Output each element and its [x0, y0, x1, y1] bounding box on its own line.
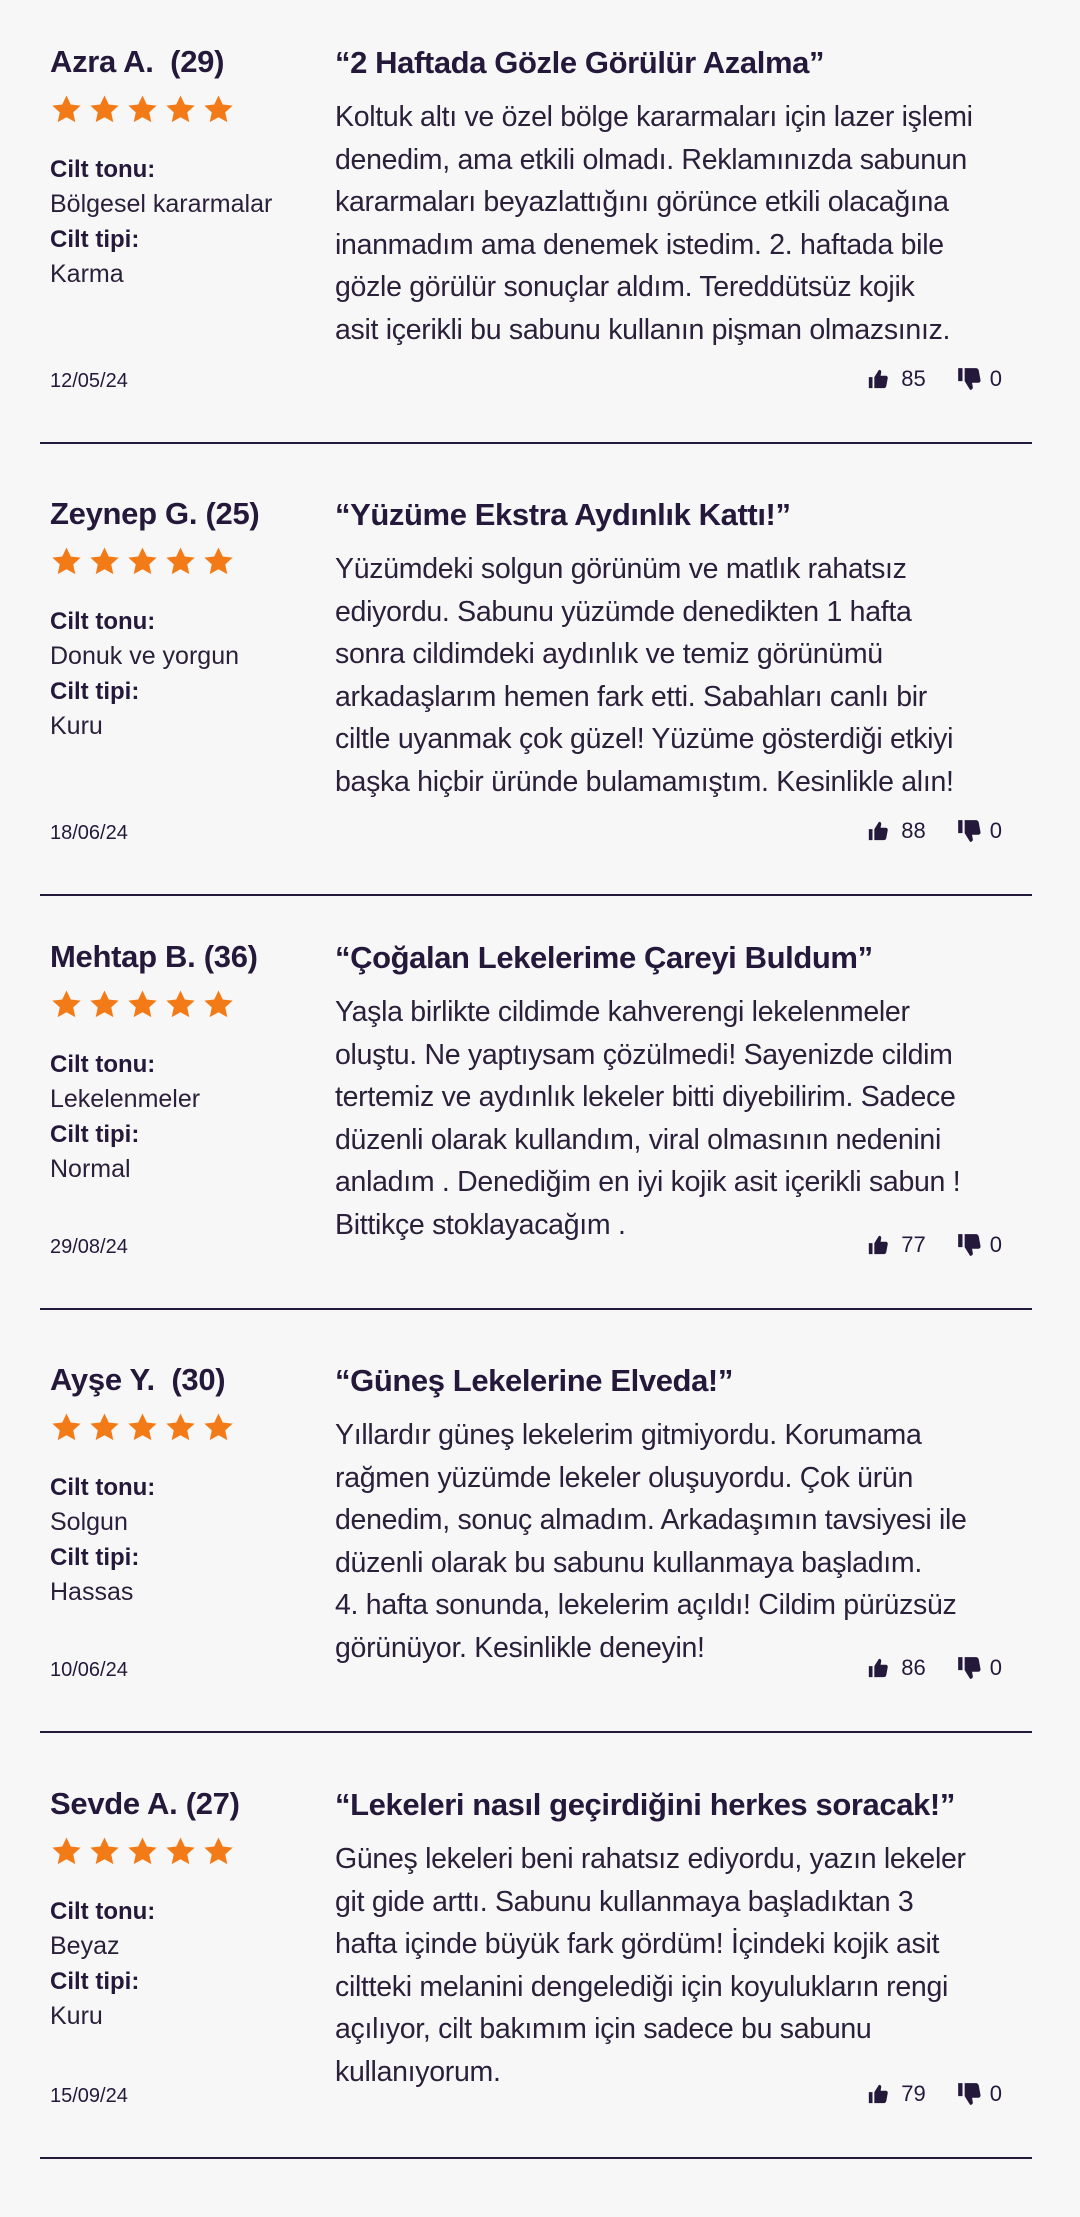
not-helpful-count: 0	[989, 2081, 1002, 2106]
review-body-line: asit içerikli bu sabunu kullanın pişman olmazsınız.	[335, 313, 951, 346]
review-body	[335, 1414, 1035, 1669]
review-body-line: görünüyor. Kesinlikle deneyin!	[335, 1631, 705, 1664]
review-body-line: düzenli olarak bu sabunu kullanmaya başladım.	[335, 1546, 922, 1579]
thumbs-up-icon[interactable]	[867, 368, 889, 390]
not-helpful-count: 0	[989, 1232, 1002, 1257]
skin-type-label: Cilt tipi:	[50, 1544, 140, 1571]
not-helpful-count: 0	[989, 1655, 1002, 1680]
not-helpful-button[interactable]	[956, 1655, 1002, 1681]
review-body-line: gözle görülür sonuçlar aldım. Tereddütsüz kojik	[335, 271, 915, 303]
review-body-line: kararmaları beyazlattığını görünce etkili olacağına	[335, 186, 949, 218]
skin-type-label: Cilt tipi:	[50, 226, 140, 253]
review-body-line: Yıllardır güneş lekelerim gitmiyordu. Korumama	[335, 1419, 922, 1451]
reviewer-name: Sevde A. (27)	[50, 1786, 240, 1821]
skin-type-label: Cilt tipi:	[50, 1121, 140, 1148]
star-icon	[126, 988, 159, 1021]
star-rating	[50, 545, 235, 578]
review-body-line: Koltuk altı ve özel bölge kararmaları için lazer işlemi	[335, 101, 973, 133]
review-body-line: ciltteki melanini dengelediği için koyulukların rengi	[335, 1970, 949, 2003]
review-body-line: başka hiçbir üründe bulamamıştım. Kesinlikle alın!	[335, 765, 954, 798]
star-icon	[50, 93, 83, 126]
reviewer-name: Ayşe Y. (30)	[50, 1362, 226, 1397]
star-icon	[202, 93, 235, 126]
review-body-line: hafta içinde büyük fark gördüm! İçindeki kojik asit	[335, 1928, 940, 1960]
review-body-line: 4. hafta sonunda, lekelerim açıldı! Cildim pürüzsüz	[335, 1589, 957, 1621]
review-body	[335, 991, 1035, 1246]
skin-tone-label: Cilt tonu:	[50, 1898, 156, 1925]
review-votes	[867, 1655, 1002, 1681]
skin-tone-value: Lekelenmeler	[50, 1085, 201, 1113]
not-helpful-button[interactable]	[956, 818, 1002, 844]
review-title: “Yüzüme Ekstra Aydınlık Kattı!”	[335, 497, 791, 532]
review-date: 18/06/24	[50, 822, 128, 844]
skin-tone-label: Cilt tonu:	[50, 1051, 156, 1078]
skin-type-value: Normal	[50, 1155, 131, 1183]
star-icon	[50, 988, 83, 1021]
star-icon	[50, 545, 83, 578]
star-icon	[50, 1411, 83, 1444]
not-helpful-button[interactable]	[956, 2081, 1002, 2107]
star-icon	[202, 1835, 235, 1868]
not-helpful-button[interactable]	[956, 366, 1002, 392]
review-votes	[867, 366, 1002, 392]
review-card	[40, 1742, 1032, 2159]
review-date: 29/08/24	[50, 1236, 128, 1258]
star-icon	[164, 1835, 197, 1868]
helpful-button[interactable]	[867, 2081, 925, 2107]
star-icon	[88, 1411, 121, 1444]
review-votes	[867, 818, 1002, 844]
star-icon	[126, 545, 159, 578]
thumbs-down-icon[interactable]	[956, 2081, 982, 2107]
skin-type-label: Cilt tipi:	[50, 1968, 140, 1995]
review-body-line: denedim, sonuç almadım. Arkadaşımın tavsiyesi ile	[335, 1504, 967, 1536]
helpful-button[interactable]	[867, 1232, 925, 1258]
skin-tone-label: Cilt tonu:	[50, 608, 156, 635]
review-body-line: Güneş lekeleri beni rahatsız ediyordu, yazın lekeler	[335, 1843, 966, 1875]
helpful-button[interactable]	[867, 1655, 925, 1681]
helpful-count: 88	[901, 818, 926, 843]
not-helpful-count: 0	[989, 366, 1002, 391]
review-body-line: tertemiz ve aydınlık lekeler bitti diyebilirim. Sadece	[335, 1081, 956, 1113]
review-title: “Lekeleri nasıl geçirdiğini herkes soracak!”	[335, 1787, 955, 1822]
review-card	[40, 0, 1032, 444]
review-body	[335, 96, 1035, 351]
skin-type-value: Kuru	[50, 712, 103, 740]
star-icon	[202, 988, 235, 1021]
skin-tone-label: Cilt tonu:	[50, 1474, 156, 1501]
skin-type-value: Hassas	[50, 1578, 134, 1606]
star-icon	[88, 93, 121, 126]
skin-tone-label: Cilt tonu:	[50, 156, 156, 183]
review-date: 12/05/24	[50, 370, 128, 392]
review-card	[40, 895, 1032, 1310]
thumbs-up-icon[interactable]	[867, 2083, 889, 2105]
star-icon	[202, 1411, 235, 1444]
review-votes	[867, 1232, 1002, 1258]
review-body-line: Bittikçe stoklayacağım .	[335, 1208, 626, 1241]
review-title: “2 Haftada Gözle Görülür Azalma”	[335, 45, 825, 80]
star-icon	[126, 93, 159, 126]
star-icon	[164, 1411, 197, 1444]
review-card	[40, 452, 1032, 896]
review-votes	[867, 2081, 1002, 2107]
not-helpful-button[interactable]	[956, 1232, 1002, 1258]
reviewer-name: Zeynep G. (25)	[50, 496, 260, 531]
skin-type-value: Kuru	[50, 2002, 103, 2030]
star-icon	[126, 1835, 159, 1868]
review-body-line: anladım . Denediğim en iyi kojik asit içerikli sabun !	[335, 1166, 961, 1198]
review-body-line: oluştu. Ne yaptıysam çözülmedi! Sayenizde cildim	[335, 1038, 953, 1071]
thumbs-down-icon[interactable]	[956, 1655, 982, 1681]
review-body-line: kullanıyorum.	[335, 2055, 501, 2088]
not-helpful-count: 0	[989, 818, 1002, 843]
review-body-line: inanmadım ama denemek istedim. 2. haftada bile	[335, 228, 944, 261]
review-body-line: Yüzümdeki solgun görünüm ve matlık rahatsız	[335, 553, 907, 585]
thumbs-up-icon[interactable]	[867, 820, 889, 842]
review-body-line: git gide arttı. Sabunu kullanmaya başladıktan 3	[335, 1885, 914, 1918]
star-icon	[50, 1835, 83, 1868]
star-rating	[50, 1411, 235, 1444]
review-body-line: rağmen yüzümde lekeler oluşuyordu. Çok ürün	[335, 1461, 913, 1494]
review-body	[335, 548, 1035, 803]
star-rating	[50, 988, 235, 1021]
reviewer-name: Mehtap B. (36)	[50, 939, 258, 974]
star-icon	[164, 93, 197, 126]
review-body-line: düzenli olarak kullandım, viral olmasının nedenini	[335, 1123, 942, 1156]
star-rating	[50, 93, 235, 126]
review-date: 10/06/24	[50, 1659, 128, 1681]
star-rating	[50, 1835, 235, 1868]
helpful-count: 77	[901, 1232, 926, 1257]
helpful-button[interactable]	[867, 366, 925, 392]
skin-type-value: Karma	[50, 260, 124, 288]
thumbs-down-icon[interactable]	[956, 1232, 982, 1258]
thumbs-down-icon[interactable]	[956, 818, 982, 844]
review-body-line: açılıyor, cilt bakımım için sadece bu sabunu	[335, 2013, 872, 2045]
helpful-count: 79	[901, 2081, 926, 2106]
star-icon	[126, 1411, 159, 1444]
star-icon	[88, 545, 121, 578]
skin-tone-value: Solgun	[50, 1508, 128, 1536]
star-icon	[164, 545, 197, 578]
review-body	[335, 1838, 1035, 2093]
star-icon	[202, 545, 235, 578]
review-body-line: sonra cildimdeki aydınlık ve temiz görünümü	[335, 638, 883, 670]
helpful-count: 85	[901, 366, 926, 391]
helpful-button[interactable]	[867, 818, 925, 844]
skin-tone-value: Bölgesel kararmalar	[50, 190, 273, 218]
star-icon	[88, 1835, 121, 1868]
skin-tone-value: Donuk ve yorgun	[50, 642, 240, 670]
review-body-line: arkadaşlarım hemen fark etti. Sabahları canlı bir	[335, 680, 927, 713]
review-body-line: denedim, ama etkili olmadı. Reklamınızda sabunun	[335, 143, 967, 176]
review-title: “Çoğalan Lekelerime Çareyi Buldum”	[335, 940, 873, 975]
review-body-line: Yaşla birlikte cildimde kahverengi lekelenmeler	[335, 996, 910, 1028]
star-icon	[88, 988, 121, 1021]
thumbs-up-icon[interactable]	[867, 1657, 889, 1679]
skin-tone-value: Beyaz	[50, 1932, 120, 1960]
thumbs-up-icon[interactable]	[867, 1234, 889, 1256]
helpful-count: 86	[901, 1655, 926, 1680]
review-card	[40, 1318, 1032, 1733]
skin-type-label: Cilt tipi:	[50, 678, 140, 705]
review-title: “Güneş Lekelerine Elveda!”	[335, 1363, 733, 1398]
thumbs-down-icon[interactable]	[956, 366, 982, 392]
reviewer-name: Azra A. (29)	[50, 44, 225, 79]
review-body-line: ediyordu. Sabunu yüzümde denedikten 1 hafta	[335, 595, 912, 628]
review-body-line: ciltle uyanmak çok güzel! Yüzüme gösterdiği etkiyi	[335, 723, 954, 755]
star-icon	[164, 988, 197, 1021]
review-date: 15/09/24	[50, 2085, 128, 2107]
